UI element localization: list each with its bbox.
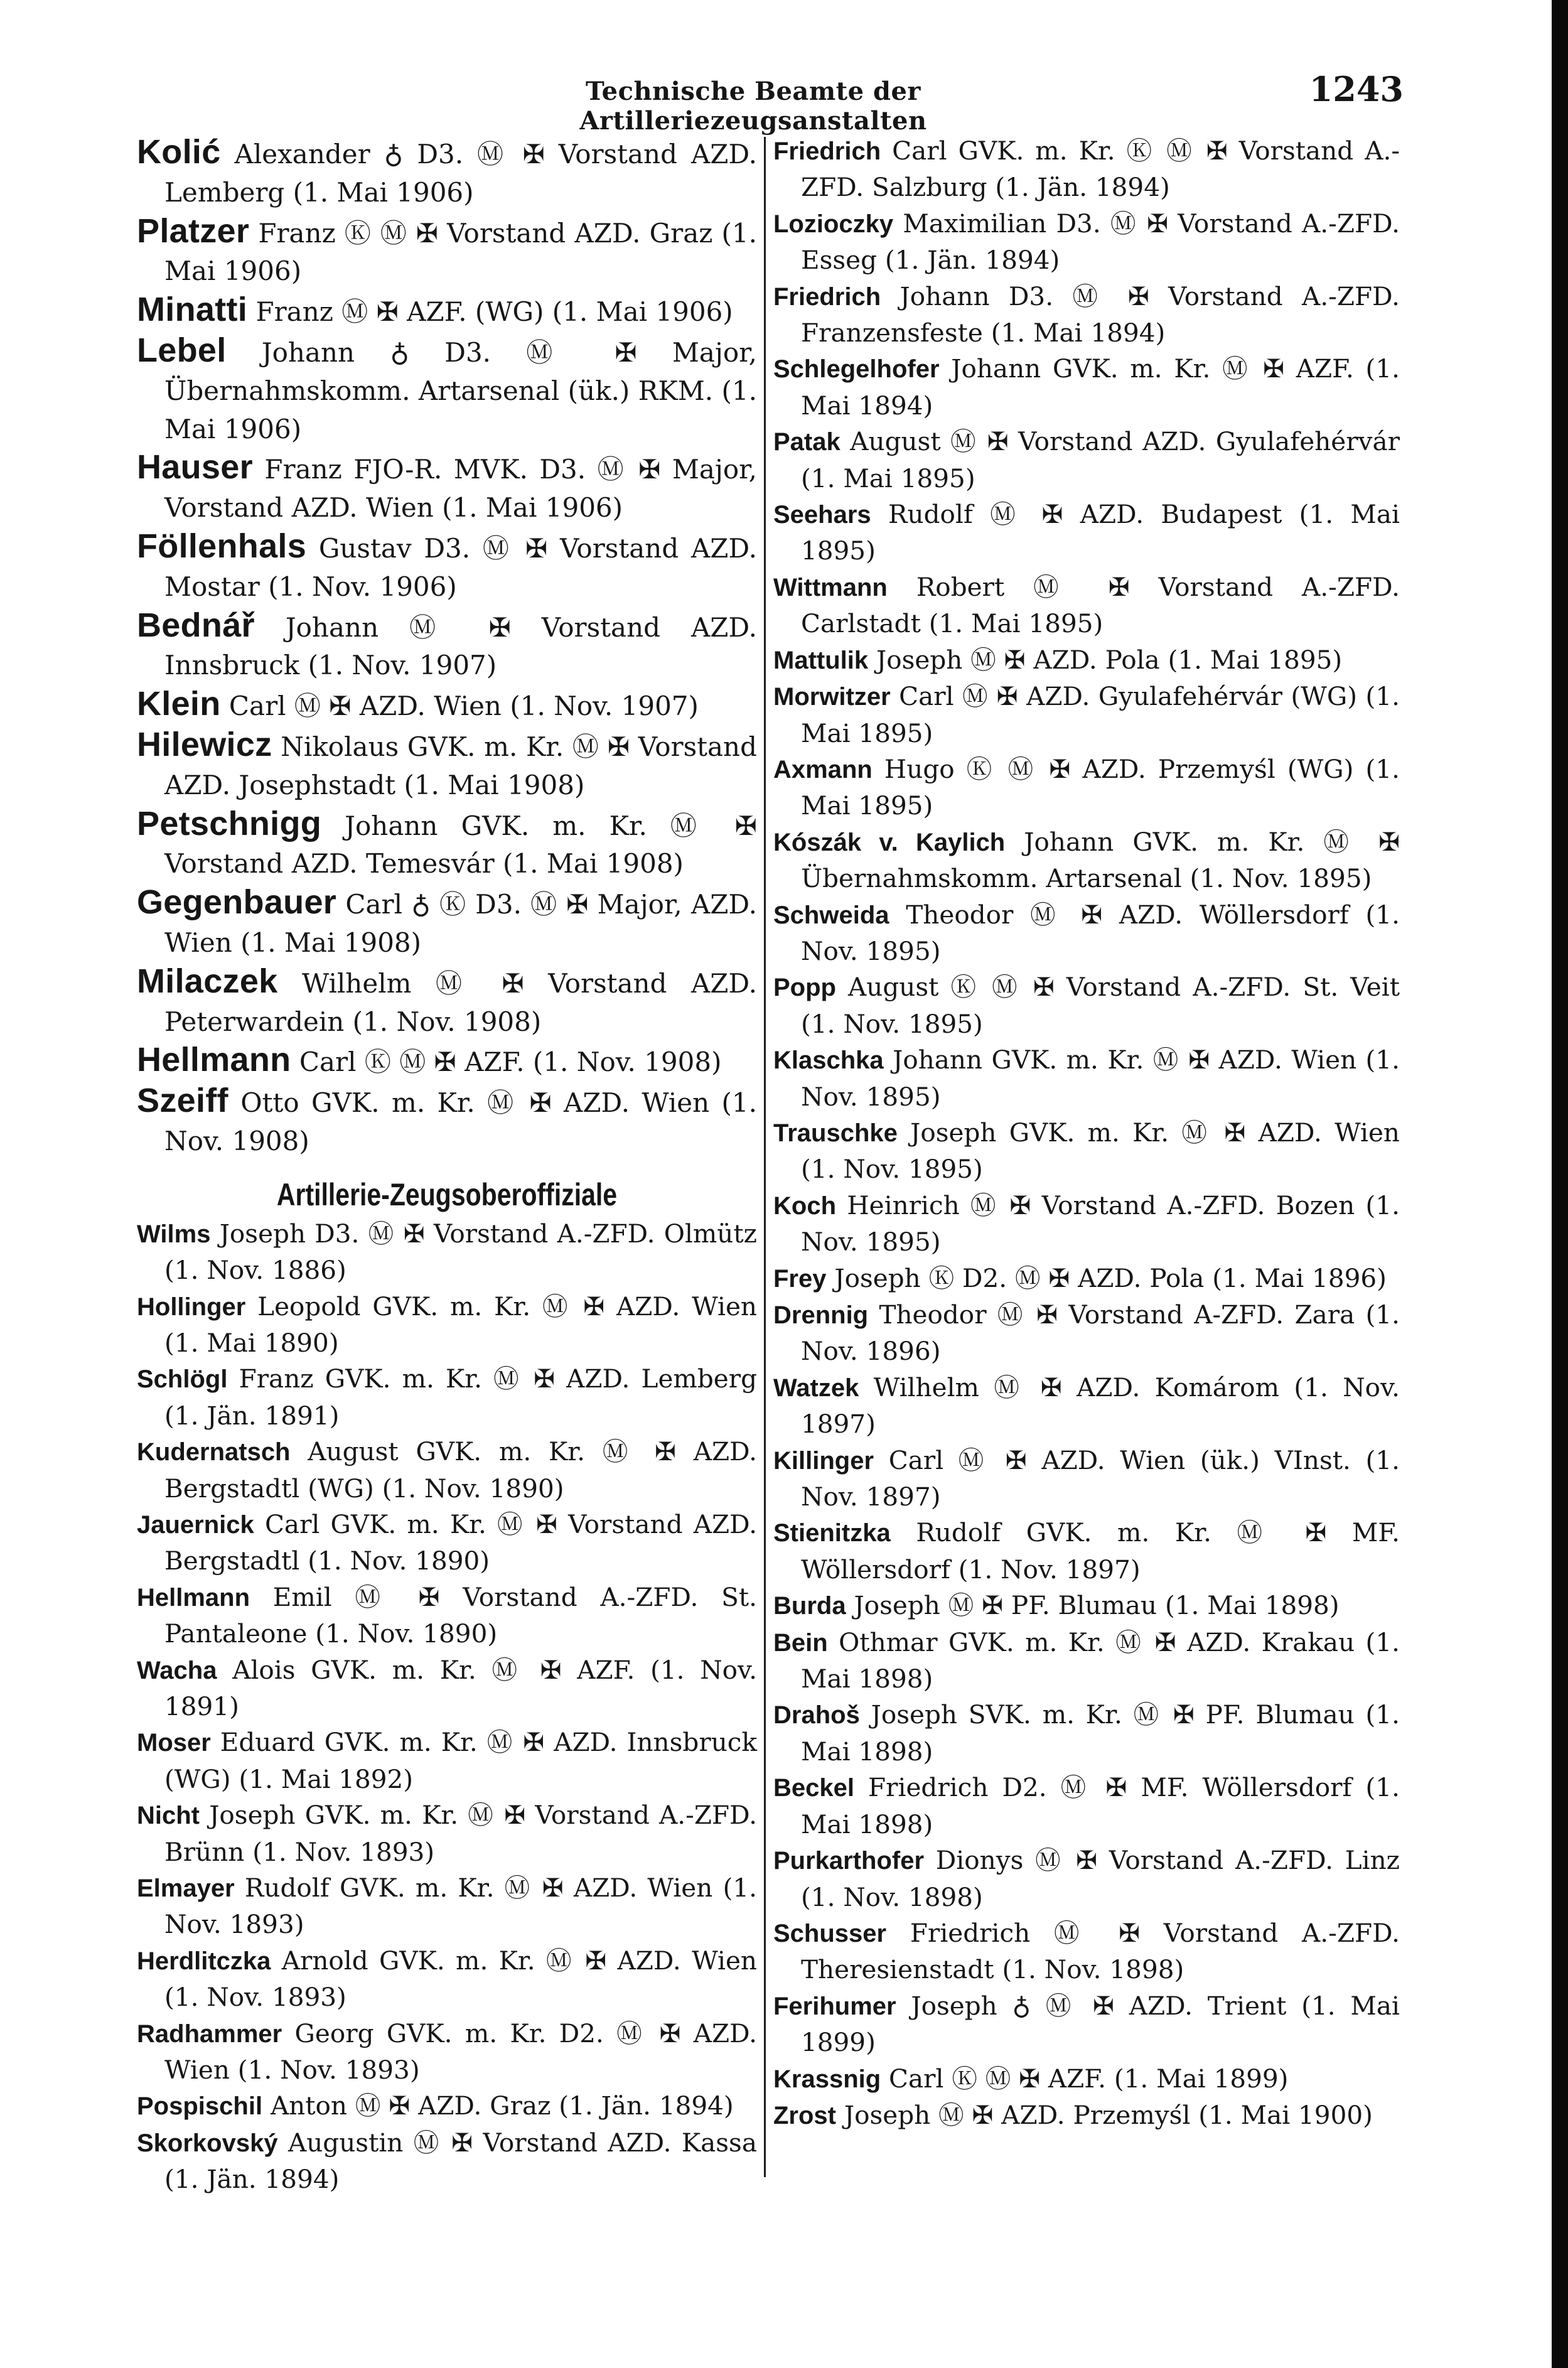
list-item bbox=[137, 726, 757, 805]
entry-details: Othmar GVK. m. Kr. Ⓜ ✠ AZD. Krakau (1. Mai 1898) bbox=[801, 1627, 1400, 1694]
entry-details: August Ⓚ Ⓜ ✠ Vorstand A.-ZFD. St. Veit (1. Nov. 1895) bbox=[801, 972, 1400, 1039]
list-item bbox=[773, 2061, 1400, 2097]
entry-details: Rudolf GVK. m. Kr. Ⓜ ✠ AZD. Wien (1. Nov. 1893) bbox=[164, 1873, 758, 1940]
entry-surname: Föllenhals bbox=[137, 527, 307, 565]
entry-surname: Gegenbauer bbox=[137, 883, 337, 922]
entry-surname: Radhammer bbox=[137, 2020, 282, 2048]
entry-details: Franz GVK. m. Kr. Ⓜ ✠ AZD. Lemberg (1. Jän. 1891) bbox=[164, 1364, 757, 1431]
entry-surname: Kószák v. Kaylich bbox=[773, 828, 1006, 856]
list-item bbox=[137, 291, 757, 331]
list-item bbox=[137, 2088, 757, 2124]
entry-details: Theodor Ⓜ ✠ AZD. Wöllersdorf (1. Nov. 1895) bbox=[801, 899, 1400, 966]
list-item bbox=[773, 1042, 1400, 1115]
list-item bbox=[137, 133, 757, 212]
entry-surname: Koch bbox=[773, 1192, 836, 1220]
entry-surname: Watzek bbox=[773, 1374, 859, 1402]
entry-details: Emil Ⓜ ✠ Vorstand A.-ZFD. St. Pantaleone (1. Nov. 1890) bbox=[164, 1581, 758, 1649]
list-item bbox=[137, 685, 757, 726]
entry-details: Friedrich Ⓜ ✠ Vorstand A.-ZFD. Theresienstadt (1. Nov. 1898) bbox=[801, 1917, 1400, 1985]
entry-surname: Patak bbox=[773, 428, 840, 456]
entry-surname: Stienitzka bbox=[773, 1519, 891, 1547]
list-item bbox=[773, 897, 1400, 970]
entry-details: Joseph Ⓚ D2. Ⓜ ✠ AZD. Pola (1. Mai 1896) bbox=[834, 1262, 1387, 1293]
entry-surname: Wacha bbox=[137, 1656, 217, 1684]
list-item bbox=[137, 606, 757, 686]
entry-details: Joseph GVK. m. Kr. Ⓜ ✠ Vorstand A.-ZFD. Brünn (1. Nov. 1893) bbox=[164, 1800, 758, 1867]
entry-details: Friedrich D2. Ⓜ ✠ MF. Wöllersdorf (1. Mai 1898) bbox=[801, 1772, 1400, 1839]
left-column bbox=[137, 133, 757, 2198]
list-item bbox=[773, 751, 1400, 824]
list-item bbox=[773, 2097, 1400, 2134]
entry-details: Alois GVK. m. Kr. Ⓜ ✠ AZF. (1. Nov. 1891) bbox=[164, 1654, 758, 1721]
list-item bbox=[773, 642, 1400, 679]
right-column bbox=[773, 133, 1400, 2134]
entry-details: Otto GVK. m. Kr. Ⓜ ✠ AZD. Wien (1. Nov. 1908) bbox=[164, 1087, 758, 1156]
list-item bbox=[773, 1697, 1400, 1770]
list-item bbox=[773, 569, 1400, 642]
entry-details: August Ⓜ ✠ Vorstand AZD. Gyulafehérvár (1. Mai 1895) bbox=[801, 426, 1400, 493]
list-item bbox=[137, 883, 757, 962]
list-item bbox=[773, 1988, 1400, 2061]
list-item bbox=[773, 1588, 1400, 1624]
entry-surname: Morwitzer bbox=[773, 683, 891, 711]
entry-surname: Mattulik bbox=[773, 646, 869, 674]
list-item bbox=[137, 1580, 757, 1652]
entry-surname: Schlögl bbox=[137, 1365, 228, 1394]
list-item bbox=[137, 2125, 757, 2198]
entry-surname: Hellmann bbox=[137, 1583, 250, 1612]
list-item bbox=[773, 497, 1400, 569]
list-item bbox=[773, 206, 1400, 279]
entry-details: Joseph GVK. m. Kr. Ⓜ ✠ AZD. Wien (1. Nov. 1895) bbox=[801, 1117, 1400, 1185]
list-item bbox=[137, 1943, 757, 2016]
list-item bbox=[137, 1870, 757, 1943]
entry-details: Hugo Ⓚ Ⓜ ✠ AZD. Przemyśl (WG) (1. Mai 1895) bbox=[801, 753, 1400, 821]
entry-details: Georg GVK. m. Kr. D2. Ⓜ ✠ AZD. Wien (1. Nov. 1893) bbox=[164, 2018, 757, 2085]
entry-surname: Frey bbox=[773, 1264, 827, 1293]
entry-details: Wilhelm Ⓜ ✠ AZD. Komárom (1. Nov. 1897) bbox=[801, 1372, 1400, 1440]
section-heading: Artillerie-Zeugsoberoffiziale bbox=[276, 1176, 618, 1212]
entry-details: Johann ♁ D3. Ⓜ ✠ Major, Übernahmskomm. Artarsenal (ük.) RKM. (1. Mai 1906) bbox=[164, 336, 757, 444]
entry-surname: Wittmann bbox=[773, 573, 888, 601]
entry-surname: Killinger bbox=[773, 1446, 874, 1475]
entry-surname: Krassnig bbox=[773, 2065, 881, 2093]
entry-details: Carl GVK. m. Kr. Ⓜ ✠ Vorstand AZD. Bergstadtl (1. Nov. 1890) bbox=[164, 1509, 757, 1576]
entry-surname: Klaschka bbox=[773, 1047, 884, 1075]
entry-surname: Schweida bbox=[773, 901, 889, 929]
entry-details: Carl Ⓜ ✠ AZD. Wien (ük.) VInst. (1. Nov. 1897) bbox=[801, 1445, 1400, 1512]
entry-details: Joseph Ⓜ ✠ PF. Blumau (1. Mai 1898) bbox=[854, 1590, 1340, 1621]
list-item bbox=[137, 1289, 757, 1362]
list-item bbox=[773, 1443, 1400, 1515]
entry-surname: Ferihumer bbox=[773, 1992, 896, 2020]
entry-surname: Trauschke bbox=[773, 1119, 898, 1147]
column-divider bbox=[764, 137, 766, 2177]
list-item bbox=[773, 1297, 1400, 1370]
entry-surname: Schusser bbox=[773, 1919, 887, 1947]
list-item bbox=[137, 805, 757, 884]
page-header bbox=[132, 69, 1412, 136]
list-item bbox=[773, 1843, 1400, 1915]
entry-surname: Zrost bbox=[773, 2101, 836, 2129]
entry-surname: Milaczek bbox=[137, 962, 278, 1000]
entry-details: Joseph Ⓜ ✠ AZD. Przemyśl (1. Mai 1900) bbox=[844, 2099, 1373, 2130]
entry-details: Johann GVK. m. Kr. Ⓜ ✠ Vorstand AZD. Temesvár (1. Mai 1908) bbox=[164, 810, 757, 880]
entry-details: Carl GVK. m. Kr. Ⓚ Ⓜ ✠ Vorstand A.-ZFD. Salzburg (1. Jän. 1894) bbox=[801, 136, 1400, 203]
list-item bbox=[137, 1216, 757, 1289]
list-item bbox=[773, 351, 1400, 424]
list-item bbox=[773, 1370, 1400, 1443]
entry-details: Nikolaus GVK. m. Kr. Ⓜ ✠ Vorstand AZD. Josephstadt (1. Mai 1908) bbox=[164, 731, 757, 800]
list-item bbox=[773, 1625, 1400, 1698]
entry-details: Eduard GVK. m. Kr. Ⓜ ✠ AZD. Innsbruck (WG) (1. Mai 1892) bbox=[164, 1727, 758, 1794]
entry-details: Arnold GVK. m. Kr. Ⓜ ✠ AZD. Wien (1. Nov. 1893) bbox=[164, 1945, 757, 2013]
entry-surname: Burda bbox=[773, 1592, 846, 1620]
entry-surname: Kolić bbox=[137, 133, 221, 171]
entry-details: August GVK. m. Kr. Ⓜ ✠ AZD. Bergstadtl (WG) (1. Nov. 1890) bbox=[164, 1436, 757, 1504]
entry-details: Alexander ♁ D3. Ⓜ ✠ Vorstand AZD. Lemberg (1. Mai 1906) bbox=[164, 139, 757, 208]
entry-details: Johann Ⓜ ✠ Vorstand AZD. Innsbruck (1. Nov. 1907) bbox=[164, 611, 757, 681]
list-item bbox=[773, 133, 1400, 206]
list-item bbox=[773, 1515, 1400, 1588]
entry-details: Leopold GVK. m. Kr. Ⓜ ✠ AZD. Wien (1. Mai 1890) bbox=[164, 1291, 757, 1358]
list-item bbox=[773, 1261, 1400, 1297]
list-item bbox=[773, 424, 1400, 497]
list-item bbox=[137, 1725, 757, 1797]
entry-details: Augustin Ⓜ ✠ Vorstand AZD. Kassa (1. Jän. 1894) bbox=[164, 2127, 757, 2195]
entry-surname: Jauernick bbox=[137, 1510, 254, 1539]
entry-surname: Nicht bbox=[137, 1802, 200, 1830]
list-item bbox=[773, 279, 1400, 352]
entry-details: Johann GVK. m. Kr. Ⓜ ✠ AZF. (1. Mai 1894) bbox=[801, 353, 1400, 421]
entry-details: Rudolf GVK. m. Kr. Ⓜ ✠ MF. Wöllersdorf (1. Nov. 1897) bbox=[801, 1517, 1400, 1585]
entry-surname: Lebel bbox=[137, 331, 227, 369]
entry-surname: Hollinger bbox=[137, 1293, 246, 1321]
entry-details: Joseph D3. Ⓜ ✠ Vorstand A.-ZFD. Olmütz (1. Nov. 1886) bbox=[164, 1218, 757, 1286]
running-title: Technische Beamte der Artilleriezeugsanstalten bbox=[579, 77, 927, 136]
entry-surname: Moser bbox=[137, 1729, 211, 1757]
entry-details: Robert Ⓜ ✠ Vorstand A.-ZFD. Carlstadt (1. Mai 1895) bbox=[801, 571, 1400, 639]
entry-details: Gustav D3. Ⓜ ✠ Vorstand AZD. Mostar (1. Nov. 1906) bbox=[164, 532, 758, 602]
list-item bbox=[773, 824, 1400, 897]
entry-details: Anton Ⓜ ✠ AZD. Graz (1. Jän. 1894) bbox=[270, 2091, 734, 2121]
list-item bbox=[137, 1507, 757, 1580]
official-list-right bbox=[773, 133, 1400, 2134]
entry-surname: Minatti bbox=[137, 291, 248, 329]
entry-surname: Herdlitczka bbox=[137, 1947, 271, 1975]
entry-details: Franz FJO-R. MVK. D3. Ⓜ ✠ Major, Vorstand AZD. Wien (1. Mai 1906) bbox=[164, 454, 757, 524]
entry-details: Carl Ⓜ ✠ AZD. Gyulafehérvár (WG) (1. Mai 1895) bbox=[801, 681, 1400, 748]
entry-surname: Skorkovský bbox=[137, 2129, 278, 2157]
list-item bbox=[137, 2016, 757, 2089]
entry-surname: Drennig bbox=[773, 1301, 869, 1329]
entry-surname: Hellmann bbox=[137, 1041, 291, 1079]
entry-details: Maximilian D3. Ⓜ ✠ Vorstand A.-ZFD. Esseg (1. Jän. 1894) bbox=[801, 208, 1400, 276]
list-item bbox=[137, 1041, 757, 1082]
list-item bbox=[137, 331, 757, 448]
list-item bbox=[137, 1434, 757, 1507]
list-item bbox=[773, 969, 1400, 1042]
list-item bbox=[773, 679, 1400, 751]
entry-surname: Hauser bbox=[137, 448, 253, 487]
list-item bbox=[137, 527, 757, 606]
entry-details: Franz Ⓚ Ⓜ ✠ Vorstand AZD. Graz (1. Mai 1906) bbox=[164, 217, 757, 287]
entry-details: Johann GVK. m. Kr. Ⓜ ✠ Übernahmskomm. Artarsenal (1. Nov. 1895) bbox=[801, 826, 1400, 894]
list-item bbox=[137, 1361, 757, 1434]
entry-surname: Axmann bbox=[773, 755, 873, 783]
entry-surname: Friedrich bbox=[773, 137, 881, 165]
entry-details: Theodor Ⓜ ✠ Vorstand A-ZFD. Zara (1. Nov. 1896) bbox=[801, 1300, 1400, 1367]
entry-details: Johann D3. Ⓜ ✠ Vorstand A.-ZFD. Franzensfeste (1. Mai 1894) bbox=[801, 281, 1400, 348]
list-item bbox=[773, 1770, 1400, 1843]
list-item bbox=[137, 212, 757, 291]
list-item bbox=[137, 1652, 757, 1725]
entry-surname: Pospischil bbox=[137, 2092, 263, 2121]
official-list-left bbox=[137, 1216, 757, 2198]
entry-details: Carl Ⓚ Ⓜ ✠ AZF. (1. Nov. 1908) bbox=[299, 1047, 722, 1078]
entry-surname: Drahoš bbox=[773, 1701, 860, 1730]
entry-details: Joseph SVK. m. Kr. Ⓜ ✠ PF. Blumau (1. Mai 1898) bbox=[801, 1699, 1400, 1767]
entry-surname: Platzer bbox=[137, 212, 250, 250]
entry-details: Joseph ♁ Ⓜ ✠ AZD. Trient (1. Mai 1899) bbox=[801, 1990, 1400, 2058]
officer-list bbox=[137, 133, 757, 1161]
entry-surname: Popp bbox=[773, 974, 836, 1002]
entry-surname: Purkarthofer bbox=[773, 1847, 925, 1875]
entry-details: Carl Ⓜ ✠ AZD. Wien (1. Nov. 1907) bbox=[228, 691, 699, 722]
entry-surname: Beckel bbox=[773, 1774, 854, 1802]
entry-details: Johann GVK. m. Kr. Ⓜ ✠ AZD. Wien (1. Nov. 1895) bbox=[801, 1045, 1400, 1112]
list-item bbox=[137, 448, 757, 527]
entry-surname: Kudernatsch bbox=[137, 1438, 291, 1467]
entry-surname: Szeiff bbox=[137, 1082, 228, 1120]
list-item bbox=[137, 962, 757, 1041]
entry-surname: Klein bbox=[137, 685, 221, 723]
entry-surname: Lozioczky bbox=[773, 210, 894, 238]
entry-details: Joseph Ⓜ ✠ AZD. Pola (1. Mai 1895) bbox=[876, 644, 1343, 675]
list-item bbox=[137, 1082, 757, 1161]
entry-surname: Bednář bbox=[137, 606, 255, 644]
entry-details: Carl Ⓚ Ⓜ ✠ AZF. (1. Mai 1899) bbox=[889, 2063, 1289, 2094]
entry-details: Heinrich Ⓜ ✠ Vorstand A.-ZFD. Bozen (1. Nov. 1895) bbox=[801, 1190, 1400, 1257]
entry-surname: Schlegelhofer bbox=[773, 355, 940, 384]
list-item bbox=[773, 1188, 1400, 1261]
entry-surname: Bein bbox=[773, 1628, 828, 1657]
entry-surname: Seehars bbox=[773, 501, 871, 529]
entry-surname: Wilms bbox=[137, 1220, 211, 1248]
entry-surname: Friedrich bbox=[773, 283, 881, 311]
entry-surname: Elmayer bbox=[137, 1875, 235, 1903]
entry-details: Rudolf Ⓜ ✠ AZD. Budapest (1. Mai 1895) bbox=[801, 499, 1400, 566]
list-item bbox=[137, 1797, 757, 1870]
entry-details: Dionys Ⓜ ✠ Vorstand A.-ZFD. Linz (1. Nov. 1898) bbox=[801, 1845, 1400, 1912]
list-item bbox=[773, 1915, 1400, 1988]
entry-details: Franz Ⓜ ✠ AZF. (WG) (1. Mai 1906) bbox=[255, 296, 733, 328]
entry-surname: Hilewicz bbox=[137, 725, 272, 763]
entry-details: Carl ♁ Ⓚ D3. Ⓜ ✠ Major, AZD. Wien (1. Mai 1908) bbox=[164, 889, 757, 958]
entry-details: Wilhelm Ⓜ ✠ Vorstand AZD. Peterwardein (1. Nov. 1908) bbox=[164, 967, 757, 1037]
page-number: 1243 bbox=[1309, 69, 1404, 109]
entry-surname: Petschnigg bbox=[137, 804, 322, 842]
list-item bbox=[773, 1115, 1400, 1188]
scan-border bbox=[1552, 0, 1568, 2368]
